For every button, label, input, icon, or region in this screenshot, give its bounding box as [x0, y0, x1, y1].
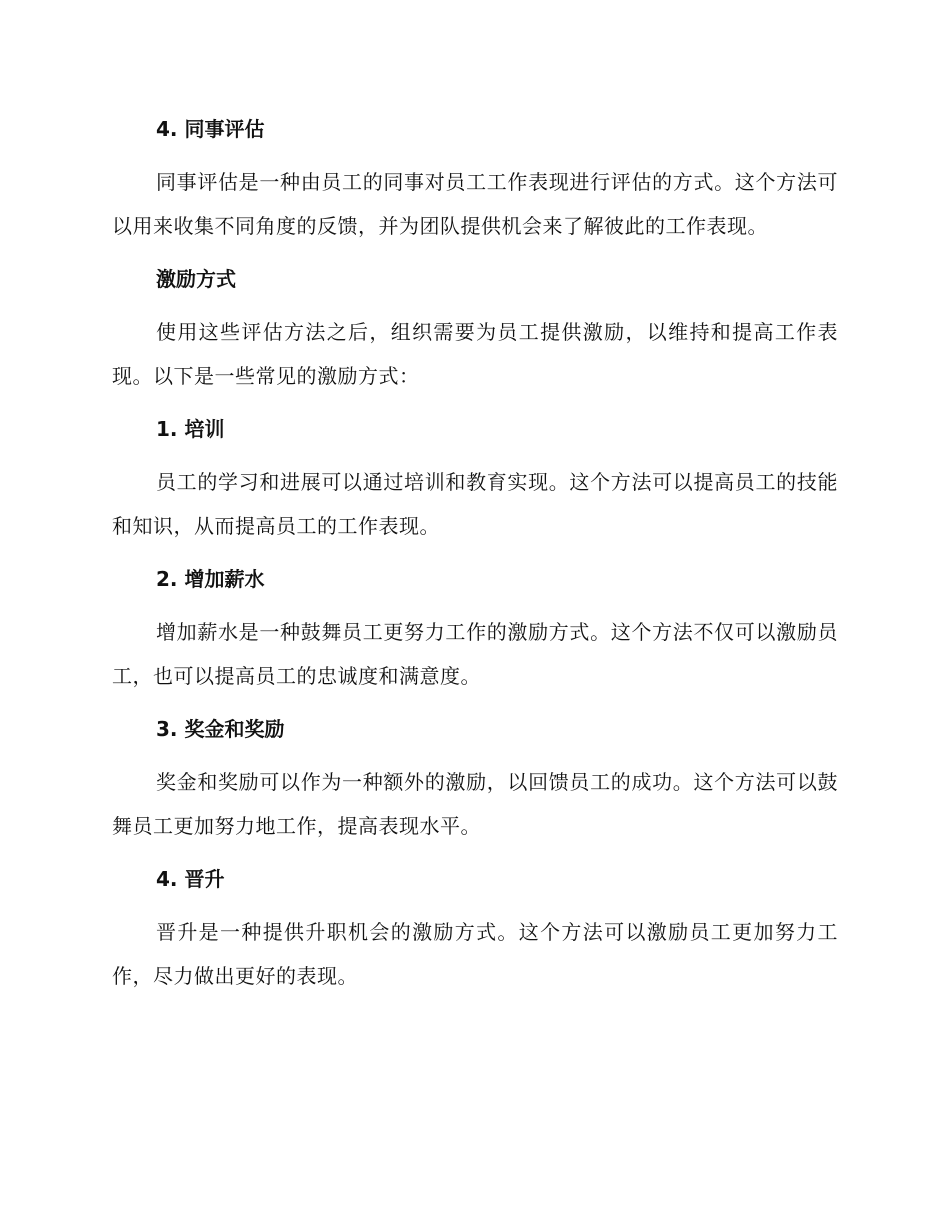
section-heading-training: 1. 培训: [156, 417, 225, 441]
section-paragraph-promotion: 晋升是一种提供升职机会的激励方式。这个方法可以激励员工更加努力工作，尽力做出更好的表现。: [112, 920, 838, 988]
section-paragraph-salary-increase: 增加薪水是一种鼓舞员工更努力工作的激励方式。这个方法不仅可以激励员工，也可以提高员工的忠诚度和满意度。: [112, 620, 838, 688]
section-paragraph-training: 员工的学习和进展可以通过培训和教育实现。这个方法可以提高员工的技能和知识，从而提高员工的工作表现。: [112, 470, 838, 538]
section-heading-salary-increase: 2. 增加薪水: [156, 567, 265, 591]
section-heading-incentives: 激励方式: [156, 267, 236, 291]
section-paragraph-incentives: 使用这些评估方法之后，组织需要为员工提供激励，以维持和提高工作表现。以下是一些常见的激励方式：: [112, 320, 838, 388]
section-heading-promotion: 4. 晋升: [156, 867, 225, 891]
section-heading-peer-review: 4. 同事评估: [156, 117, 265, 141]
section-paragraph-bonus-rewards: 奖金和奖励可以作为一种额外的激励，以回馈员工的成功。这个方法可以鼓舞员工更加努力地工作，提高表现水平。: [112, 770, 838, 838]
section-heading-bonus-rewards: 3. 奖金和奖励: [156, 717, 285, 741]
section-paragraph-peer-review: 同事评估是一种由员工的同事对员工工作表现进行评估的方式。这个方法可以用来收集不同角度的反馈，并为团队提供机会来了解彼此的工作表现。: [112, 170, 838, 238]
